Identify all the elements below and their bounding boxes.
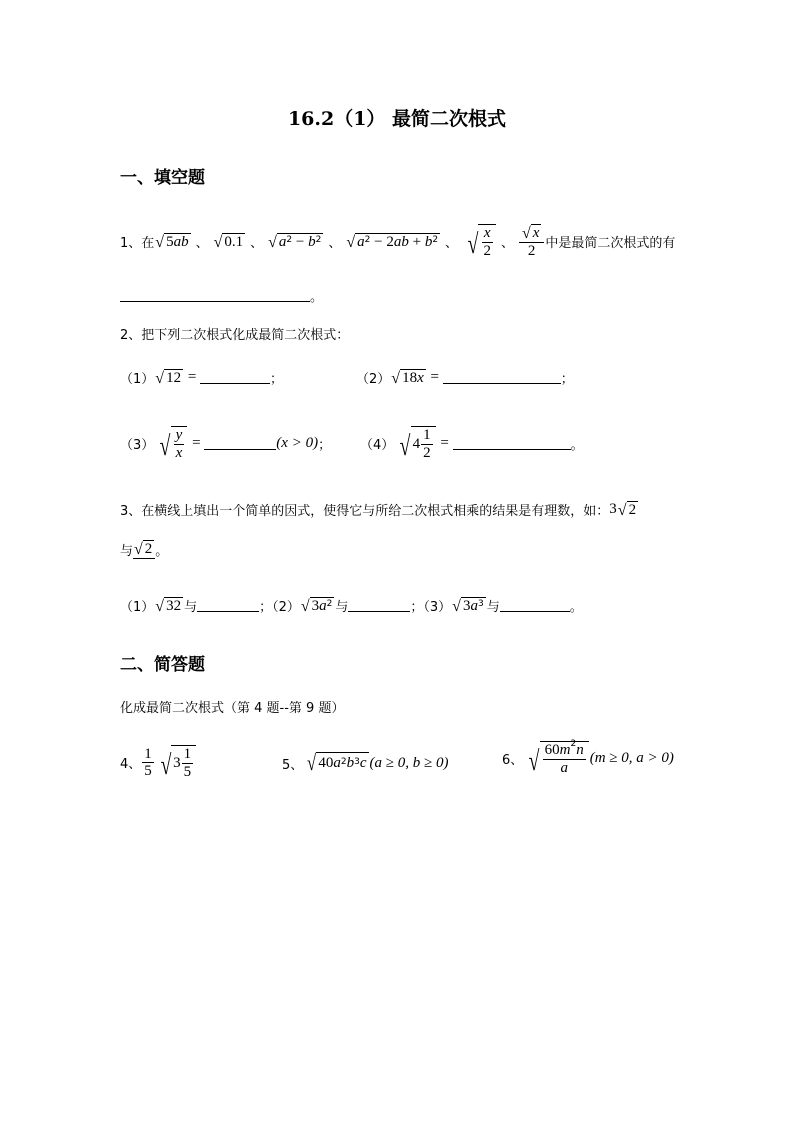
answer-blank[interactable] xyxy=(453,437,571,450)
radical-18x: √ 18 x xyxy=(391,369,424,387)
q2-part-3: （3） √ $\frac{y}{x}$ = (x > 0) ； xyxy=(120,427,332,462)
answer-blank[interactable] xyxy=(348,599,410,612)
answer-blank[interactable] xyxy=(197,599,259,612)
answer-blank[interactable] xyxy=(204,437,276,450)
answer-blank[interactable] xyxy=(120,289,310,302)
radical-3a2: √ 3 a $^2$ xyxy=(300,597,333,615)
question-5: 5、 √ 40 a $^2$ b $^3$ c (a ≥ 0, b ≥ 0) xyxy=(282,750,449,775)
radical-2: √ 2 xyxy=(617,501,637,519)
answer-blank[interactable] xyxy=(443,371,561,384)
radical-0-1: √ 0.1 xyxy=(213,233,244,251)
radical-3a3: √ 3 a $^3$ xyxy=(452,597,484,615)
question-2-prompt: 2、把下列二次根式化成最简二次根式： xyxy=(120,328,350,343)
answer-blank[interactable] xyxy=(500,599,570,612)
radical-60m2n-over-a: √ $\frac{60m^2n}{a}$ xyxy=(524,741,588,776)
question-6: 6、 √ $\frac{60m^2n}{a}$ (m ≥ 0, a > 0) xyxy=(502,739,674,777)
q2-part-1: （1） √ 12 = ； xyxy=(120,369,284,387)
fraction-sqrtx-over-2: √ x 2 xyxy=(519,224,544,259)
condition-x-positive: (x > 0) xyxy=(276,435,319,451)
radical-12: √ 12 xyxy=(155,369,182,387)
condition-q6: (m ≥ 0, a > 0) xyxy=(589,750,674,766)
radical-40a2b3c: √ 40 a $^2$ b $^3$ c xyxy=(307,750,367,775)
radical-3-and-fifth: √ 3 $\frac{1}{5}$ xyxy=(156,745,196,780)
radical-y-over-x: √ $\frac{y}{x}$ xyxy=(155,426,187,461)
question-3-prompt: 3、在横线上填出一个简单的因式，使得它与所给二次根式相乘的结果是有理数，如： 3 √ 2 xyxy=(120,501,637,519)
instructions: 化成最简二次根式（第 4 题--第 9 题） xyxy=(120,701,345,716)
section-heading-short-answer: 二、简答题 xyxy=(120,655,205,675)
q1-answer-line: 。 xyxy=(120,286,323,305)
q3-parts: （1） √ 32 与 ；（2） √ 3 a $^2$ 与 ；（3） √ 3 a $^3$ 与 。 xyxy=(120,597,583,615)
radical-32: √ 32 xyxy=(155,597,182,615)
example-answer: √ 2 xyxy=(133,540,155,559)
answer-blank[interactable] xyxy=(200,371,270,384)
radical-a2-minus-b2: √ a $^2$ − b $^2$ xyxy=(268,233,322,251)
radical-4-and-half: √ 4 $\frac{1}{2}$ xyxy=(395,426,435,461)
q2-part-2: （2） √ 18 x = ； xyxy=(356,369,574,387)
q3-example: 与 √ 2 。 xyxy=(120,541,169,559)
section-heading-fill-in: 一、填空题 xyxy=(120,168,205,188)
question-4: 4、 $\frac{1}{5}$ √ 3 $\frac{1}{5}$ xyxy=(120,745,197,780)
radical-x-over-2: √ $\frac{x}{2}$ xyxy=(463,224,496,259)
q2-part-4: （4） √ 4 $\frac{1}{2}$ = 。 xyxy=(360,427,584,462)
question-1: 1、在 √ 5 ab 、 √ 0.1 、 √ a $^2$ − b $^2$ 、 √ a $^2$ − 2 ab + b $^2$ 、 √ $\frac{x}{2}$ 、 √ x 2 中是最简二次根式的有 xyxy=(120,224,676,261)
condition-q5: (a ≥ 0, b ≥ 0) xyxy=(369,754,449,771)
q1-tail: 中是最简二次根式的有 xyxy=(545,236,676,252)
q1-label: 1、在 xyxy=(120,236,155,252)
radical-5ab: √ 5 ab xyxy=(155,233,189,251)
page-title: 16.2（1） 最简二次根式 xyxy=(287,108,507,130)
radical-a2-2ab-b2: √ a $^2$ − 2 ab + b $^2$ xyxy=(346,233,439,251)
